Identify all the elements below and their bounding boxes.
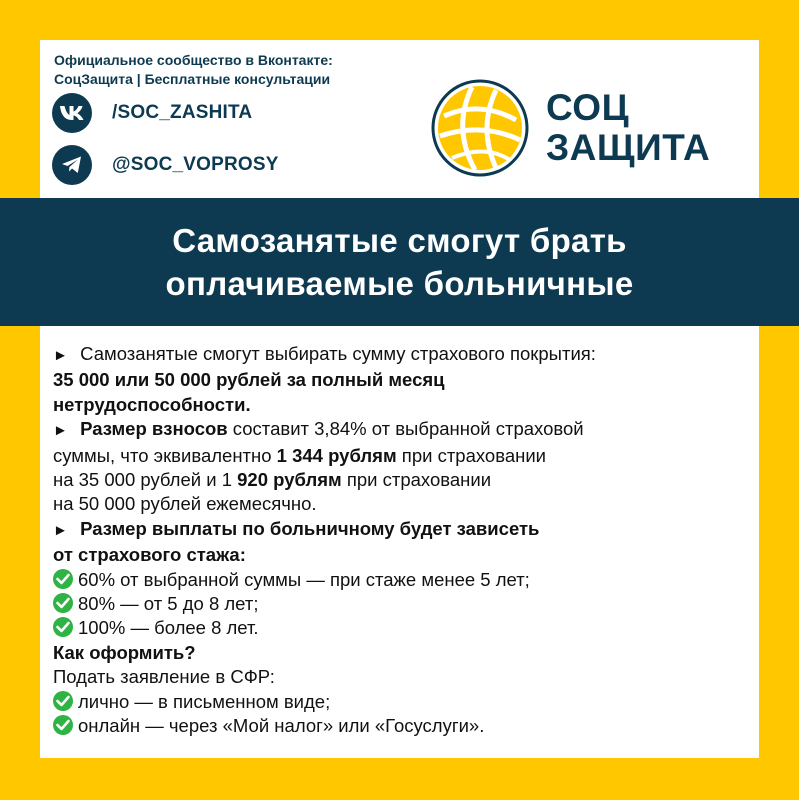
p2-line2-b: при страховании xyxy=(396,444,547,466)
check-circle-icon xyxy=(53,593,73,613)
logo-text-line1: СОЦ xyxy=(546,87,630,128)
p1-bold-line3: нетрудоспособности. xyxy=(53,393,251,415)
list-item xyxy=(53,616,753,640)
p2-line4: на 50 000 рублей ежемесячно. xyxy=(53,493,317,515)
paragraph-1 xyxy=(53,342,753,368)
check-circle-icon xyxy=(53,617,73,637)
p2-line3-b: при страховании xyxy=(341,469,492,491)
howto-title-line xyxy=(53,641,753,665)
stazh-item-2: 80% — от 5 до 8 лет; xyxy=(78,593,259,615)
logo-text-line2: ЗАЩИТА xyxy=(546,127,711,168)
list-item xyxy=(53,714,753,738)
p3-bold-line2: от страхового стажа: xyxy=(53,544,246,566)
howto-intro: Подать заявление в СФР: xyxy=(53,666,275,688)
p2-line2-bold: 1 344 рублям xyxy=(276,444,397,466)
community-info xyxy=(54,51,333,89)
paragraph-3 xyxy=(53,517,753,543)
p3-line2 xyxy=(53,543,753,567)
howto-item-1: лично — в письменном виде; xyxy=(78,690,331,712)
paragraph-2 xyxy=(53,417,753,443)
telegram-link[interactable] xyxy=(52,145,279,185)
stazh-item-3: 100% — более 8 лет. xyxy=(78,617,259,639)
p2-bold: Размер взносов xyxy=(75,418,228,440)
p2-line3-bold: 920 рублям xyxy=(237,469,342,491)
p2-text: составит 3,84% от выбранной страховой xyxy=(227,418,584,440)
telegram-handle[interactable]: @SOC_VOPROSY xyxy=(112,154,279,175)
telegram-icon xyxy=(52,145,92,185)
p1-bold-line xyxy=(53,368,753,392)
p2-line3 xyxy=(53,468,753,492)
check-circle-icon xyxy=(53,691,73,711)
howto-title: Как оформить? xyxy=(53,641,196,663)
vk-icon xyxy=(52,93,92,133)
page-title-line2: оплачиваемые больничные xyxy=(165,265,634,302)
triangle-bullet-icon: ► xyxy=(53,422,68,440)
brand-logo xyxy=(430,78,710,178)
content-card xyxy=(40,326,759,758)
vk-link[interactable] xyxy=(52,93,252,133)
p1-text: Самозанятые смогут выбирать сумму страхового покрытия: xyxy=(75,343,596,364)
triangle-bullet-icon: ► xyxy=(53,347,68,364)
page-title-line1: Самозанятые смогут брать xyxy=(172,222,627,259)
list-item xyxy=(53,592,753,616)
check-circle-icon xyxy=(53,715,73,735)
vk-handle[interactable]: /SOC_ZASHITA xyxy=(112,102,253,123)
p2-line3-a: на 35 000 рублей и 1 xyxy=(53,469,238,491)
list-item xyxy=(53,690,753,714)
globe-logo-icon xyxy=(430,78,530,178)
p2-line2-a: суммы, что эквивалентно xyxy=(53,444,277,466)
title-banner xyxy=(0,198,799,326)
p1-bold-line2: 35 000 или 50 000 рублей за полный месяц xyxy=(53,369,445,391)
p3-bold-line1: Размер выплаты по больничному будет зависеть xyxy=(75,517,540,539)
check-circle-icon xyxy=(53,569,73,589)
p1-bold-line-b xyxy=(53,393,753,417)
stazh-item-1: 60% от выбранной суммы — при стаже менее 5 лет; xyxy=(78,568,530,590)
header-card xyxy=(40,40,759,198)
triangle-bullet-icon: ► xyxy=(53,521,68,539)
list-item xyxy=(53,568,753,592)
article-body xyxy=(53,342,753,739)
community-title: Официальное сообщество в Вконтакте: xyxy=(54,52,333,68)
howto-item-2: онлайн — через «Мой налог» или «Госуслуги». xyxy=(78,715,485,737)
p2-line2 xyxy=(53,444,753,468)
community-subtitle: СоцЗащита | Бесплатные консультации xyxy=(54,71,331,87)
